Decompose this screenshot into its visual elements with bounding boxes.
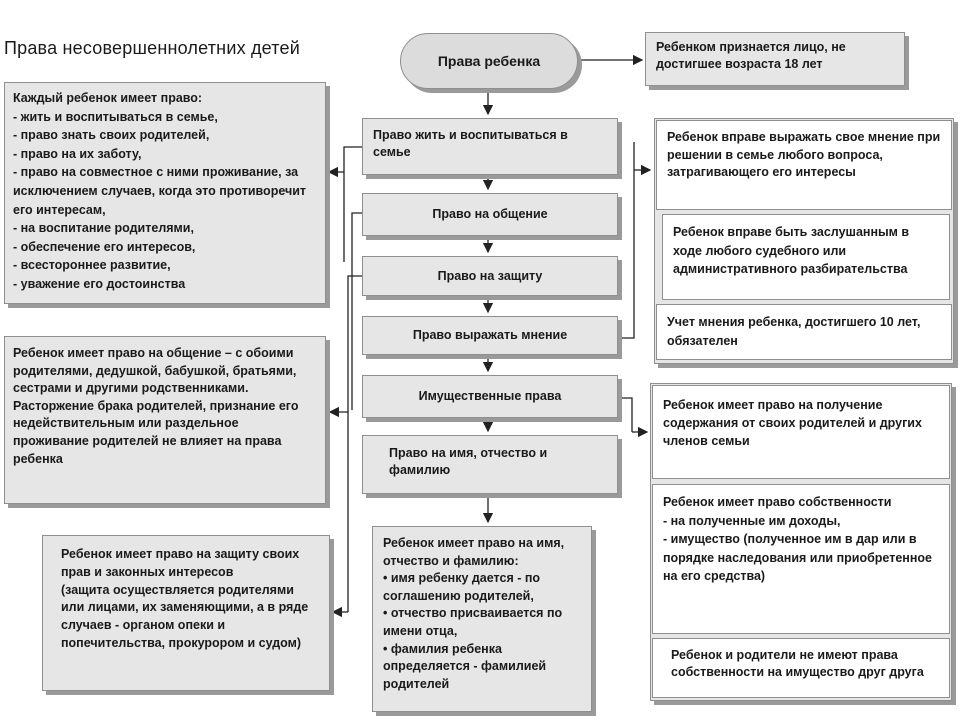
opinion-text: Ребенок вправе быть заслушанным в ходе любого судебного или административного разбирательства (673, 225, 910, 276)
opinion-box-3 (656, 304, 952, 360)
bracket-protection (348, 276, 362, 612)
right-label: Имущественные права (418, 389, 562, 403)
page-title: Права несовершеннолетних детей (4, 38, 301, 58)
opinion-text: Учет мнения ребенка, достигшего 10 лет, обязателен (667, 315, 921, 348)
property-text: Ребенок и родители не имеют права собственности на имущество друг друга (671, 648, 924, 679)
property-box-3 (652, 638, 950, 698)
name-details-box (372, 526, 592, 712)
property-box-2 (652, 484, 950, 634)
opinion-text: Ребенок вправе выражать свое мнение при решении в семье любого вопроса, затрагивающего его интересы (667, 130, 941, 179)
opinion-box-2 (662, 214, 950, 300)
definition-text: Ребенком признается лицо, не достигшее возраста 18 лет (656, 40, 846, 71)
property-text: Ребенок имеет право на получение содержания от своих родителей и других членов семьи (663, 398, 922, 448)
protection-details-box (42, 535, 330, 691)
root-node: Права ребенка (400, 33, 578, 89)
right-label: Право жить и воспитываться в семье (373, 128, 568, 159)
opinion-box-1 (656, 120, 952, 210)
right-node-property (362, 375, 618, 418)
communication-details-text: Ребенок имеет право на общение – с обоими родителями, дедушкой, бабушкой, братьями, сестрами и другими родственниками. Расторжение брака родителей, признание его недействительным или раздельное проживание родителей не влияет на права ребенка (13, 346, 299, 466)
family-details-text: Каждый ребенок имеет право: - жить и воспитываться в семье, - право знать своих родителей, - право на их заботу, - право на совместное с ними проживание, за исключением случаев, когда это противоречит его интересам, - на воспитание родителями, - обеспечение его интересов, - всестороннее развитие, - уважение его достоинства (13, 91, 307, 291)
right-label: Право на защиту (437, 268, 543, 283)
property-text: Ребенок имеет право собственности - на полученные им доходы, - имущество (полученное им в дар или в порядке наследования или приобретенное на его средства) (663, 495, 932, 584)
bracket-property (618, 398, 632, 432)
property-box-1 (652, 385, 950, 479)
definition-box (645, 32, 905, 86)
bracket-opinion (618, 142, 634, 338)
protection-details-text: Ребенок имеет право на защиту своих прав и законных интересов (защита осуществляется родителями или лицами, их заменяющими, а в ряде случаев - органом опеки и попечительства, прокурором и судом) (61, 547, 309, 650)
right-label: Право выражать мнение (412, 328, 568, 342)
right-node-family (362, 118, 618, 175)
right-label: Право на общение (432, 207, 548, 221)
right-label: Право на имя, отчество и фамилию (389, 446, 548, 477)
right-node-name (362, 435, 618, 494)
name-details-text: Ребенок имеет право на имя, отчество и фамилию: • имя ребенку дается - по соглашению родителей, • отчество присваивается по имени отца, • фамилия ребенка определяется - фамилией родителей (383, 536, 565, 691)
communication-details-box (4, 336, 326, 504)
bracket-communication (352, 213, 362, 410)
right-node-protection (362, 256, 618, 296)
right-node-communication (362, 193, 618, 236)
family-details-box (4, 82, 326, 304)
bracket-family (344, 147, 362, 262)
right-node-opinion (362, 316, 618, 355)
